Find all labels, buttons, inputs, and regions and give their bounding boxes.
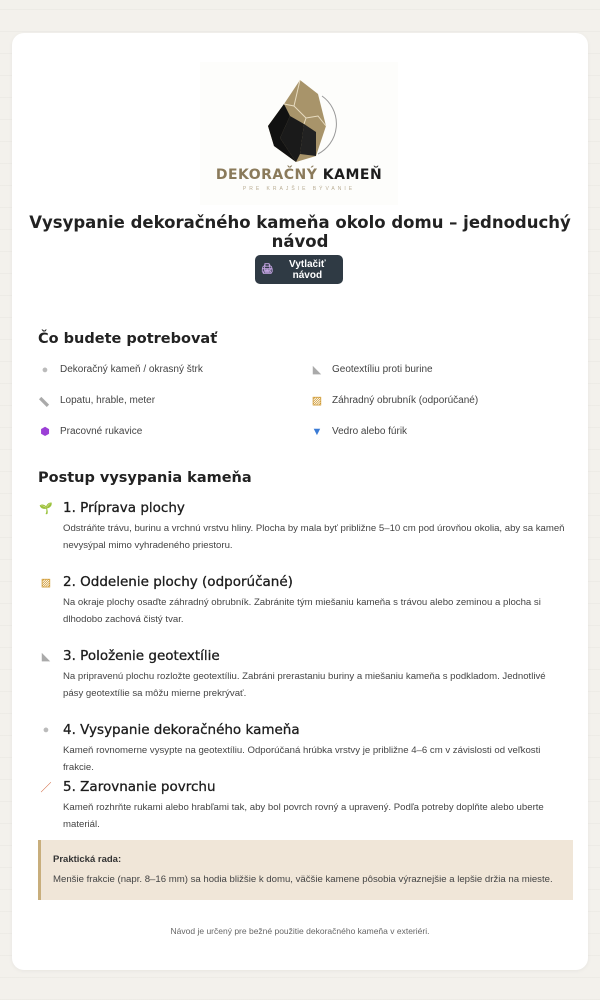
print-button[interactable] <box>255 255 343 284</box>
step-text: Kameň rovnomerne vysypte na geotextíliu. Odporúčaná hrúbka vrstvy je približne 4–6 cm v závislosti od veľkosti frakcie. <box>63 745 541 773</box>
step-text: Na pripravenú plochu rozložte geotextíliu. Zabráni prerastaniu buriny a miešaniu kameňa s podkladom. Jednotlivé pásy geotextílie sa môžu mierne prekrývať. <box>63 671 546 699</box>
brand-logo <box>200 62 398 205</box>
item-label: Geotextíliu proti burine <box>332 364 433 375</box>
brush-icon: ／ <box>40 782 52 794</box>
step-title: 1. Príprava plochy <box>63 500 185 516</box>
list-item <box>310 361 578 378</box>
list-item <box>310 392 578 409</box>
list-item <box>38 392 310 409</box>
step-4 <box>38 722 568 776</box>
bucket-icon: ▼ <box>311 425 323 438</box>
printer-icon: 🖨 <box>261 264 274 275</box>
list-item <box>310 423 578 440</box>
step-1 <box>38 500 568 554</box>
step-title: 5. Zarovnanie povrchu <box>63 779 216 795</box>
needs-heading: Čo budete potrebovať <box>38 331 218 347</box>
triangle-ruler-icon: ◣ <box>41 650 51 663</box>
construction-barrier-icon: ▨ <box>311 395 323 407</box>
tip-text: Menšie frakcie (napr. 8–16 mm) sa hodia bližšie k domu, väčšie kamene pôsobia výraznejšie a lepšie držia na mieste. <box>53 874 553 885</box>
item-label: Dekoračný kameň / okrasný štrk <box>60 364 203 375</box>
list-item <box>38 423 310 440</box>
stone-logo-icon <box>260 76 338 164</box>
construction-barrier-icon: ▨ <box>40 576 52 589</box>
item-label: Záhradný obrubník (odporúčané) <box>332 395 479 406</box>
list-item <box>38 361 310 378</box>
page-title: Vysypanie dekoračného kameňa okolo domu – jednoduchý návod <box>29 213 571 251</box>
needs-list <box>38 361 578 440</box>
guide-card <box>12 33 588 970</box>
item-label: Lopatu, hrable, meter <box>60 395 156 406</box>
item-label: Pracovné rukavice <box>60 426 143 437</box>
steps-heading: Postup vysypania kameňa <box>38 470 252 486</box>
print-button-label: Vytlačiť návod <box>289 258 326 281</box>
brand-tagline: PRE KRAJŠIE BÝVANIE <box>242 186 356 192</box>
step-text: Kameň rozhrňte rukami alebo hrabľami tak, aby bol povrch rovný a upravený. Podľa potreby doplňte alebo uberte materiál. <box>63 802 544 830</box>
step-2 <box>38 574 568 628</box>
item-label: Vedro alebo fúrik <box>332 426 408 437</box>
glove-icon: ⬢ <box>40 426 50 438</box>
footer-note: Návod je určený pre bežné použitie dekoračného kameňa v exteriéri. <box>170 926 430 936</box>
seedling-icon: 🌱 <box>39 502 53 515</box>
brand-name: DEKORAČNÝ KAMEŇ <box>215 167 383 183</box>
step-text: Odstráňte trávu, burinu a vrchnú vrstvu hliny. Plocha by mala byť približne 5–10 cm pod úrovňou okolia, aby sa kameň nevysýpal mimo vyhradeného priestoru. <box>63 523 565 551</box>
rock-icon: ● <box>41 363 49 376</box>
step-title: 3. Položenie geotextílie <box>63 648 220 664</box>
ruler-icon: ▬ <box>36 392 54 409</box>
step-title: 2. Oddelenie plochy (odporúčané) <box>63 574 293 590</box>
triangle-ruler-icon: ◣ <box>312 364 322 376</box>
step-title: 4. Vysypanie dekoračného kameňa <box>63 722 300 738</box>
step-5 <box>38 779 568 833</box>
rock-icon: ● <box>42 724 50 736</box>
tip-title: Praktická rada: <box>53 854 122 865</box>
practical-tip <box>38 840 573 900</box>
step-3 <box>38 648 568 702</box>
step-text: Na okraje plochy osaďte záhradný obrubník. Zabránite tým miešaniu kameňa s trávou alebo zeminou a plocha si dlhodobo zachová čistý tvar. <box>63 597 541 625</box>
